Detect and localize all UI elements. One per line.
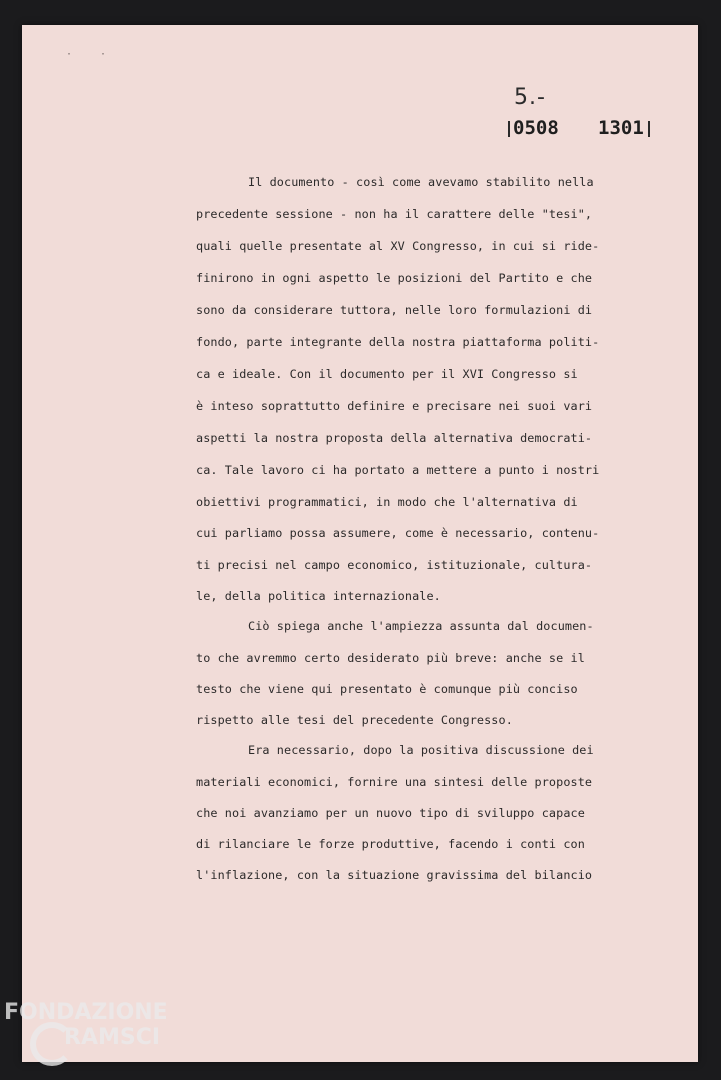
text-line: di rilanciare le forze produttive, facendo i conti con: [196, 837, 585, 851]
text-line: to che avremmo certo desiderato più breve: anche se il: [196, 651, 585, 665]
watermark-line1: FONDAZIONE: [4, 1000, 168, 1025]
text-line: aspetti la nostra proposta della alternativa democrati-: [196, 431, 593, 445]
text-line: rispetto alle tesi del precedente Congresso.: [196, 713, 513, 727]
text-line: Era necessario, dopo la positiva discussione dei: [248, 743, 594, 757]
text-line: precedente sessione - non ha il carattere delle "tesi",: [196, 207, 593, 221]
text-line: sono da considerare tuttora, nelle loro formulazioni di: [196, 303, 593, 317]
text-line: ca. Tale lavoro ci ha portato a mettere a punto i nostri: [196, 463, 600, 477]
scan-speck: ·: [100, 49, 107, 60]
archive-number-right: 1301: [598, 117, 644, 139]
text-line: che noi avanziamo per un nuovo tipo di sviluppo capace: [196, 806, 585, 820]
archive-number-left: 0508: [513, 117, 559, 139]
text-line: finirono in ogni aspetto le posizioni del Partito e che: [196, 271, 593, 285]
archive-stamp-bar: [648, 121, 650, 137]
archive-stamp-bar: [508, 121, 510, 137]
text-line: ca e ideale. Con il documento per il XVI Congresso si: [196, 367, 578, 381]
text-line: l'inflazione, con la situazione gravissima del bilancio: [196, 868, 593, 882]
text-line: materiali economici, fornire una sintesi delle proposte: [196, 775, 593, 789]
watermark-line2: RAMSCI: [64, 1025, 161, 1050]
text-line: fondo, parte integrante della nostra piattaforma politi-: [196, 335, 600, 349]
text-line: ti precisi nel campo economico, istituzionale, cultura-: [196, 558, 593, 572]
scan-speck: ·: [66, 49, 73, 60]
text-line: obiettivi programmatici, in modo che l'alternativa di: [196, 495, 578, 509]
text-line: testo che viene qui presentato è comunque più conciso: [196, 682, 578, 696]
text-line: quali quelle presentate al XV Congresso, in cui si ride-: [196, 239, 600, 253]
page-number: 5.-: [514, 85, 546, 110]
document-page: [22, 25, 698, 1062]
text-line: cui parliamo possa assumere, come è necessario, contenu-: [196, 526, 600, 540]
text-line: è inteso soprattutto definire e precisare nei suoi vari: [196, 399, 593, 413]
text-line: Il documento - così come avevamo stabilito nella: [248, 175, 594, 189]
text-line: le, della politica internazionale.: [196, 589, 441, 603]
text-line: Ciò spiega anche l'ampiezza assunta dal documen-: [248, 619, 594, 633]
